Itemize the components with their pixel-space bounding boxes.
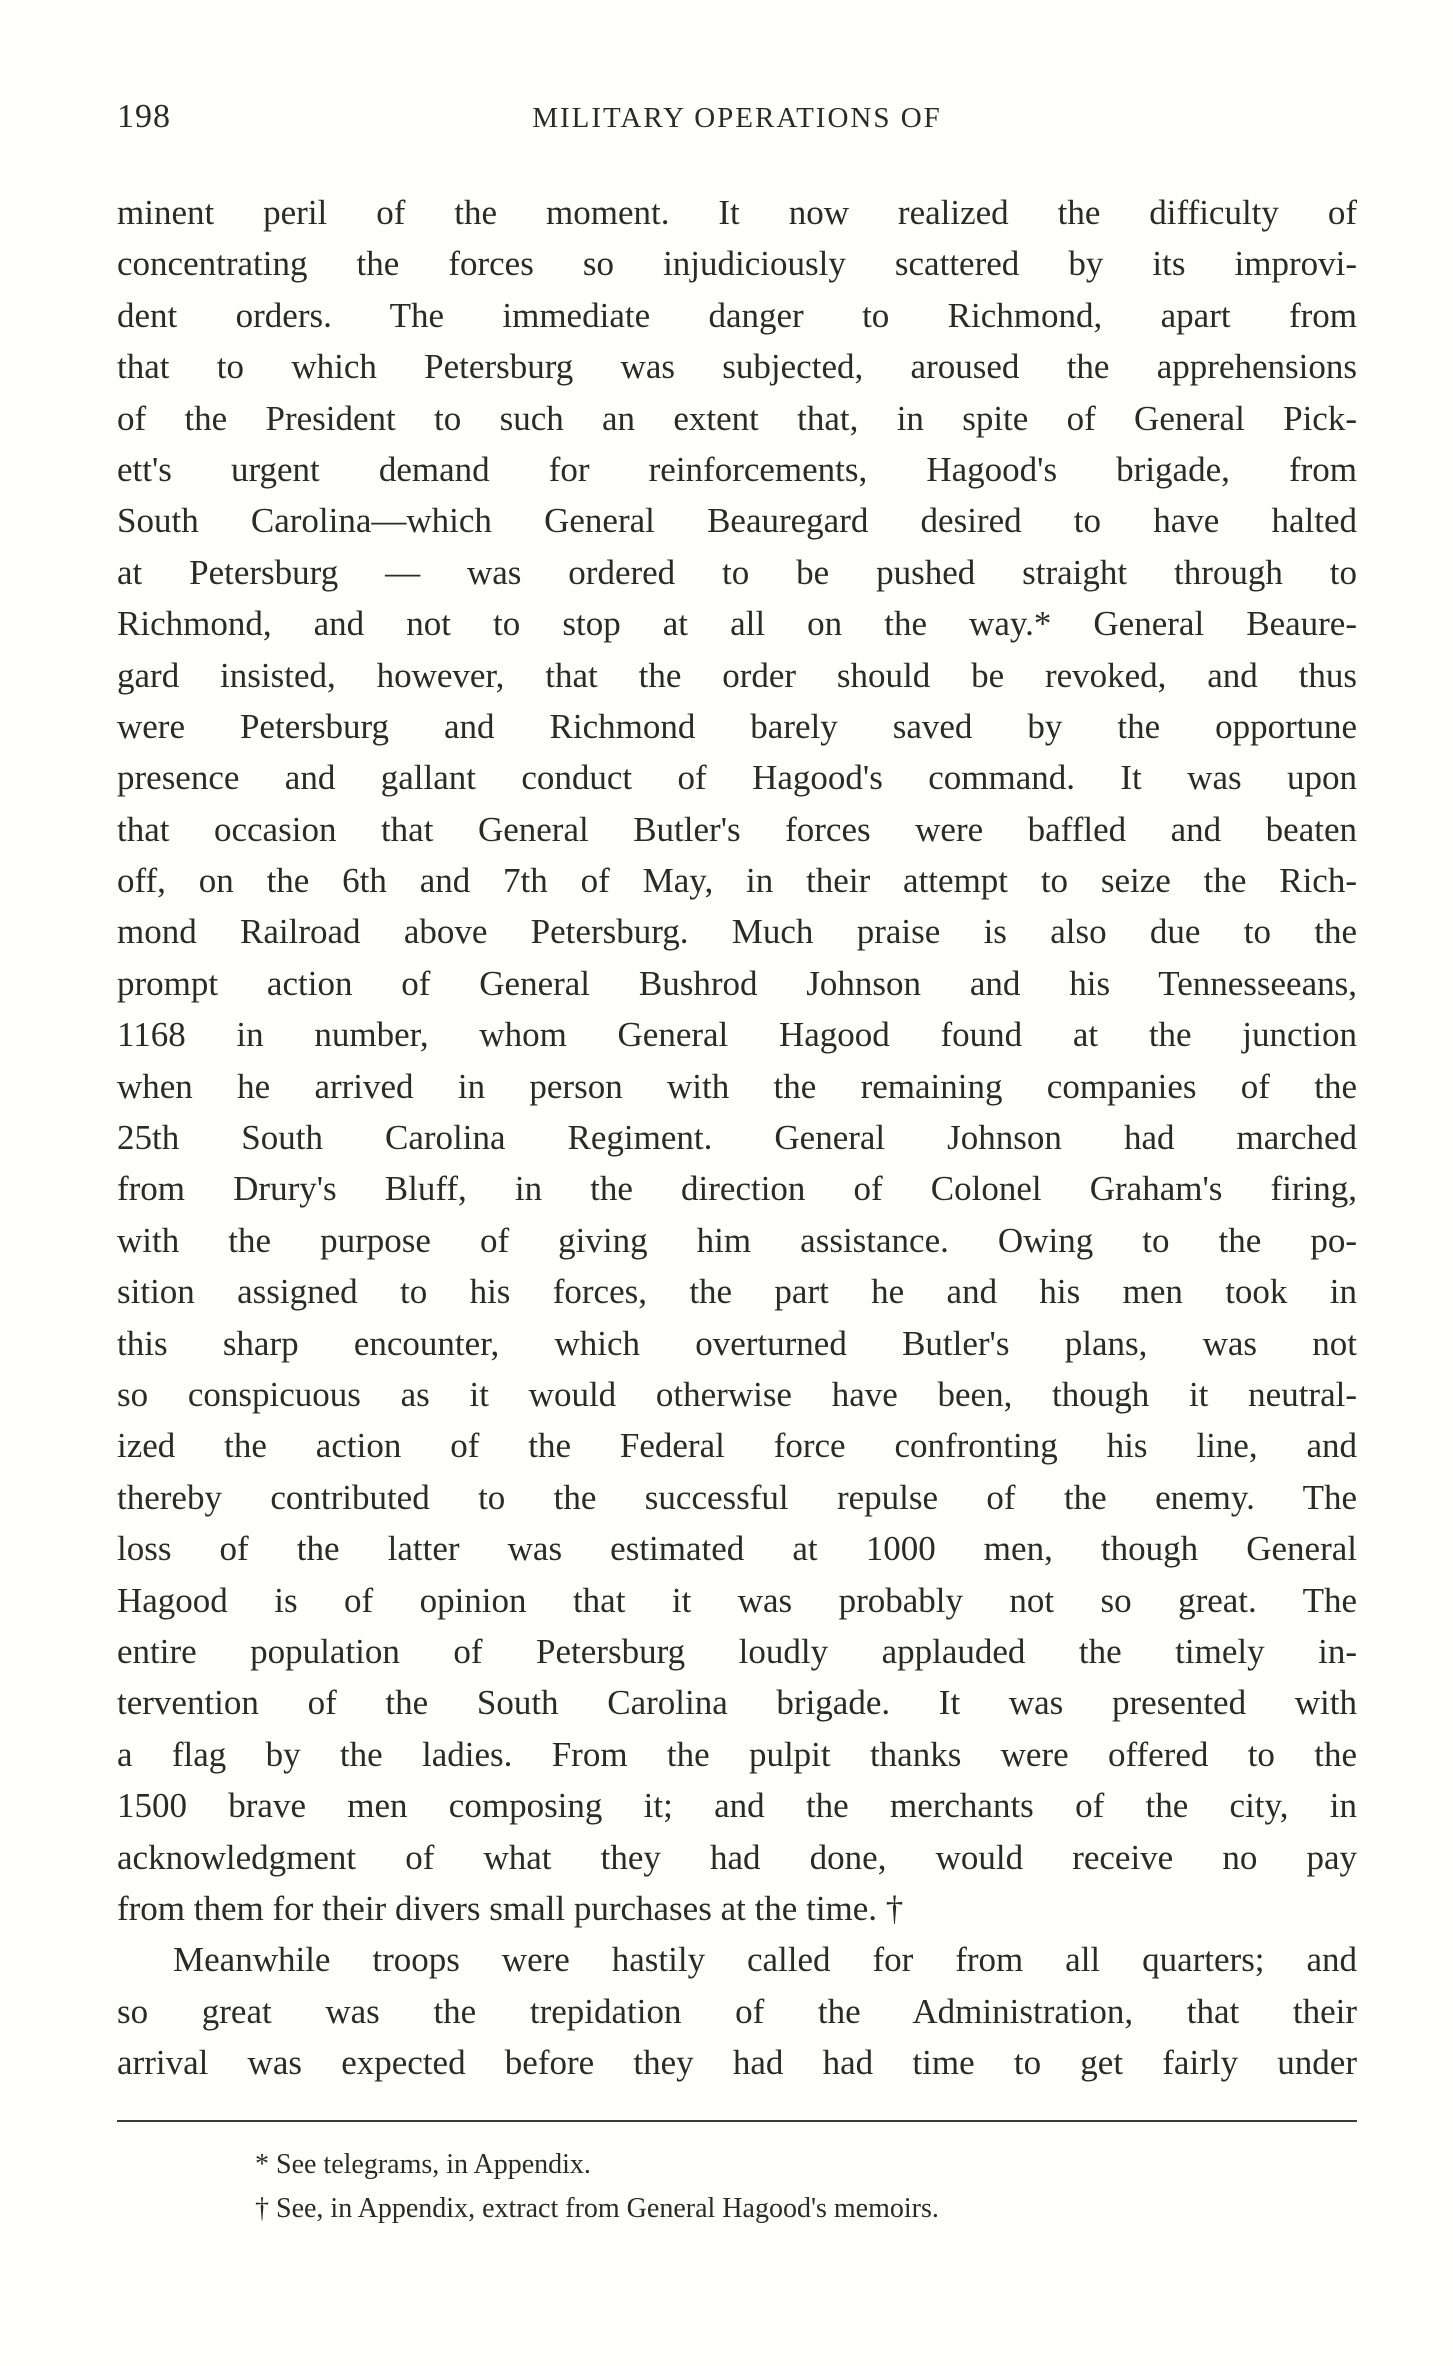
page-number: 198 <box>117 98 171 135</box>
text-line: dent orders. The immediate danger to Richmond, apart from <box>117 295 1357 335</box>
text-line: from Drury's Bluff, in the direction of Colonel Graham's firing, <box>117 1169 1357 1209</box>
text-line: at Petersburg — was ordered to be pushed straight through to <box>117 552 1357 592</box>
text-line: prompt action of General Bushrod Johnson and his Tennesseeans, <box>117 963 1357 1003</box>
text-line: of the President to such an extent that, in spite of General Pick- <box>117 398 1357 438</box>
text-line: with the purpose of giving him assistance. Owing to the po- <box>117 1220 1357 1260</box>
text-line: South Carolina—which General Beauregard desired to have halted <box>117 501 1357 541</box>
text-line: Richmond, and not to stop at all on the way.* General Beaure- <box>117 604 1357 644</box>
text-line: were Petersburg and Richmond barely saved by the opportune <box>117 706 1357 746</box>
text-line: Hagood is of opinion that it was probably not so great. The <box>117 1580 1357 1620</box>
text-line: presence and gallant conduct of Hagood's command. It was upon <box>117 758 1357 798</box>
text-line: that to which Petersburg was subjected, aroused the apprehensions <box>117 347 1357 387</box>
text-line: entire population of Petersburg loudly applauded the timely in- <box>117 1631 1357 1671</box>
text-line: ized the action of the Federal force confronting his line, and <box>117 1426 1357 1466</box>
text-line: arrival was expected before they had had time to get fairly under <box>117 2043 1357 2083</box>
body-text <box>117 187 1357 2088</box>
footnote: † See, in Appendix, extract from General Hagood's memoirs. <box>255 2193 939 2224</box>
text-line: 1168 in number, whom General Hagood found at the junction <box>117 1015 1357 1055</box>
text-line: ett's urgent demand for reinforcements, Hagood's brigade, from <box>117 449 1357 489</box>
text-line: so great was the trepidation of the Administration, that their <box>117 1991 1357 2031</box>
text-line: from them for their divers small purchases at the time. † <box>117 1888 904 1928</box>
text-line: concentrating the forces so injudiciously scattered by its improvi- <box>117 244 1357 284</box>
text-line: when he arrived in person with the remaining companies of the <box>117 1066 1357 1106</box>
text-line: minent peril of the moment. It now realized the difficulty of <box>117 193 1357 232</box>
text-line: 25th South Carolina Regiment. General Johnson had marched <box>117 1118 1357 1158</box>
text-line: gard insisted, however, that the order should be revoked, and thus <box>117 655 1357 695</box>
text-line: thereby contributed to the successful repulse of the enemy. The <box>117 1477 1357 1517</box>
text-line: so conspicuous as it would otherwise have been, though it neutral- <box>117 1374 1357 1414</box>
text-line: sition assigned to his forces, the part he and his men took in <box>117 1272 1357 1312</box>
text-line: off, on the 6th and 7th of May, in their attempt to seize the Rich- <box>117 861 1357 901</box>
text-line: Meanwhile troops were hastily called for from all quarters; and <box>173 1940 1357 1980</box>
running-head: MILITARY OPERATIONS OF <box>532 102 942 134</box>
text-line: this sharp encounter, which overturned Butler's plans, was not <box>117 1323 1357 1363</box>
text-line: acknowledgment of what they had done, would receive no pay <box>117 1837 1357 1877</box>
text-line: mond Railroad above Petersburg. Much praise is also due to the <box>117 912 1357 952</box>
text-line: 1500 brave men composing it; and the merchants of the city, in <box>117 1786 1357 1826</box>
text-line: that occasion that General Butler's forces were baffled and beaten <box>117 809 1357 849</box>
footnote-divider <box>117 2120 1357 2122</box>
text-line: loss of the latter was estimated at 1000 men, though General <box>117 1529 1357 1569</box>
text-line: tervention of the South Carolina brigade. It was presented with <box>117 1683 1357 1723</box>
page-header <box>117 98 1357 148</box>
text-line: a flag by the ladies. From the pulpit thanks were offered to the <box>117 1734 1357 1774</box>
footnotes <box>255 2143 1255 2231</box>
footnote: * See telegrams, in Appendix. <box>255 2149 591 2180</box>
